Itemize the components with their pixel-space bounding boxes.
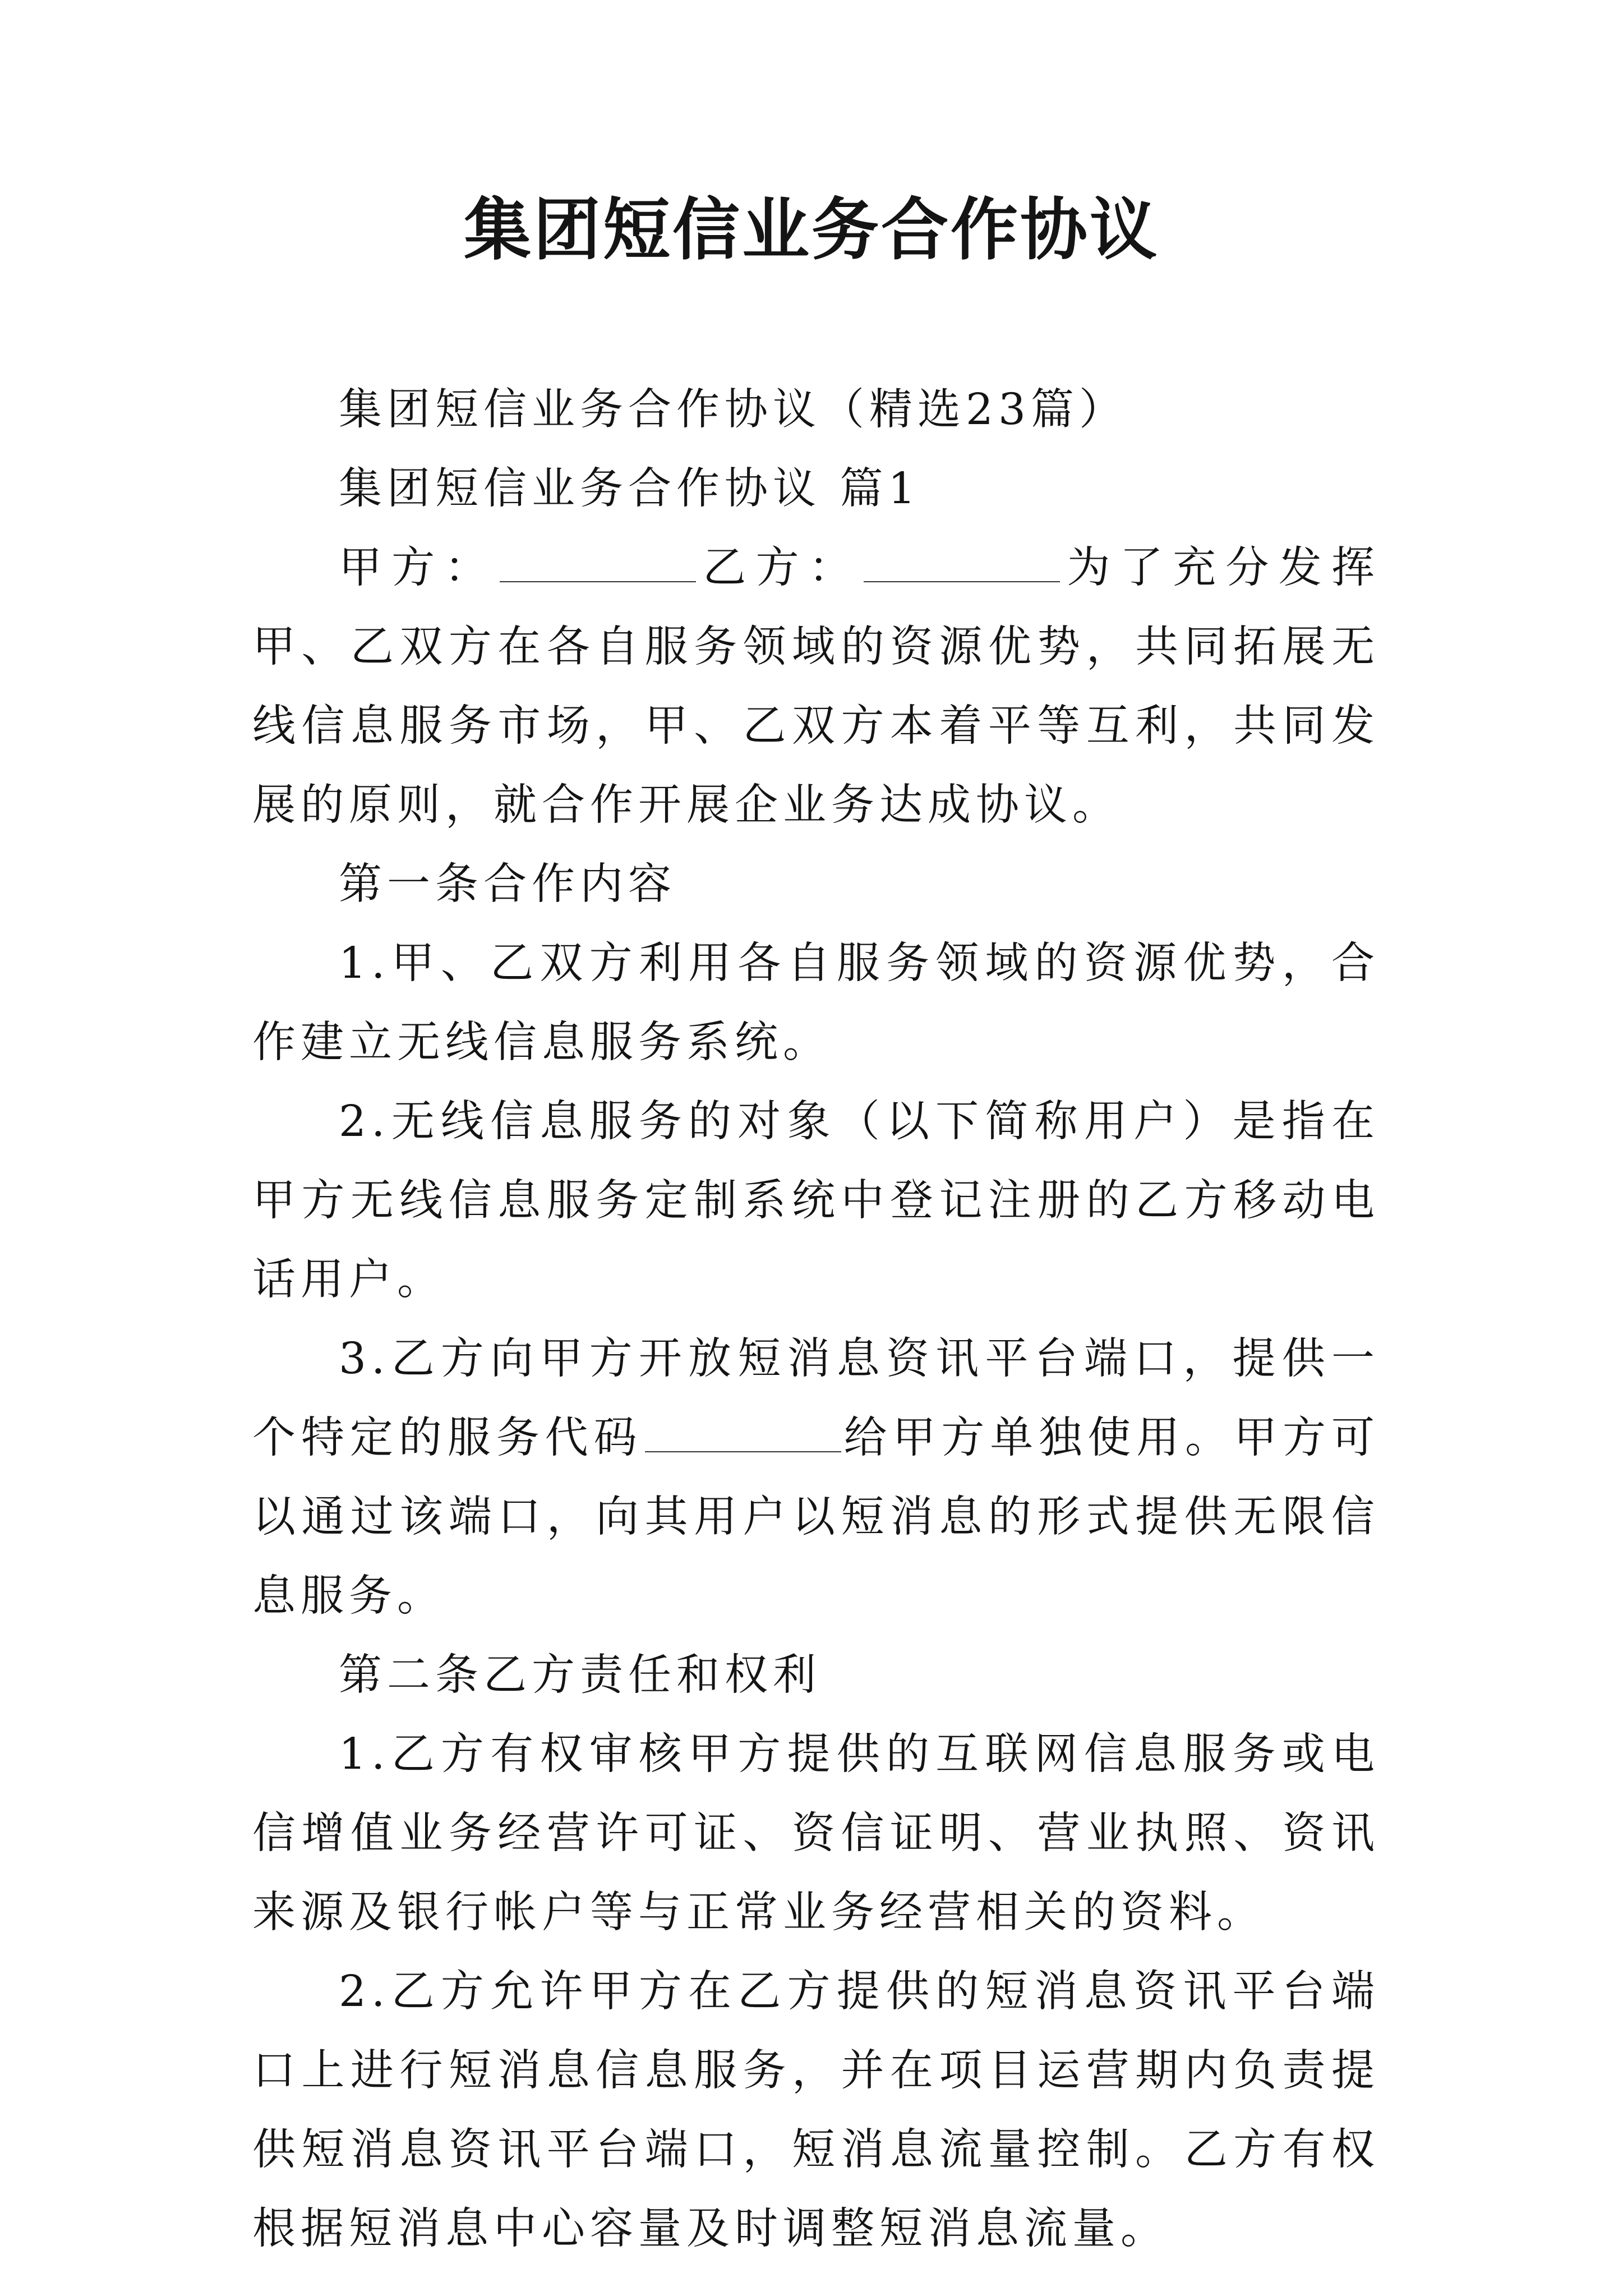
intro-paragraph bbox=[252, 528, 1380, 845]
article-1-item-2: 2.无线信息服务的对象（以下简称用户）是指在甲方无线信息服务定制系统中登记注册的乙方移动电话用户。 bbox=[252, 1097, 1380, 1305]
party-a-label: 甲方： bbox=[339, 543, 497, 593]
party-b-blank bbox=[864, 547, 1060, 582]
party-b-label: 乙方： bbox=[698, 543, 862, 593]
article-2-item-2: 2.乙方允许甲方在乙方提供的短消息资讯平台端口上进行短消息信息服务，并在项目运营期内负责提供短消息资讯平台端口，短消息流量控制。乙方有权根据短消息中心容量及时调整短消息流量。 bbox=[252, 1967, 1380, 2254]
subtitle: 集团短信业务合作协议（精选23篇） bbox=[339, 385, 1127, 435]
document-title: 集团短信业务合作协议 bbox=[464, 190, 1159, 269]
article-2-heading: 第二条乙方责任和权利 bbox=[339, 1650, 821, 1700]
article-1-item-3 bbox=[252, 1319, 1380, 1636]
article-1-item-3-part-1: 3.乙方向甲方开放短消息资讯平台端口，提供一个特定的服务代码 bbox=[252, 1334, 1380, 1463]
article-2-item-1: 1.乙方有权审核甲方提供的互联网信息服务或电信增值业务经营许可证、资信证明、营业执照、资讯来源及银行帐户等与正常业务经营相关的资料。 bbox=[252, 1729, 1380, 1938]
article-1-item-1: 1.甲、乙双方利用各自服务领域的资源优势，合作建立无线信息服务系统。 bbox=[252, 938, 1380, 1068]
article-1-heading: 第一条合作内容 bbox=[339, 859, 676, 909]
intro-text: 为了充分发挥甲、乙双方在各自服务领域的资源优势，共同拓展无线信息服务市场，甲、乙双方本着平等互利，共同发展的原则，就合作开展企业务达成协议。 bbox=[252, 543, 1380, 830]
service-code-blank bbox=[645, 1418, 841, 1452]
party-a-blank bbox=[500, 547, 696, 582]
document-body bbox=[252, 370, 1380, 2269]
section-heading: 集团短信业务合作协议 篇1 bbox=[339, 464, 921, 514]
article-1-item-3-part-2: 给甲方单独使用。甲方可以通过该端口，向其用户以短消息的形式提供无限信息服务。 bbox=[252, 1413, 1380, 1621]
